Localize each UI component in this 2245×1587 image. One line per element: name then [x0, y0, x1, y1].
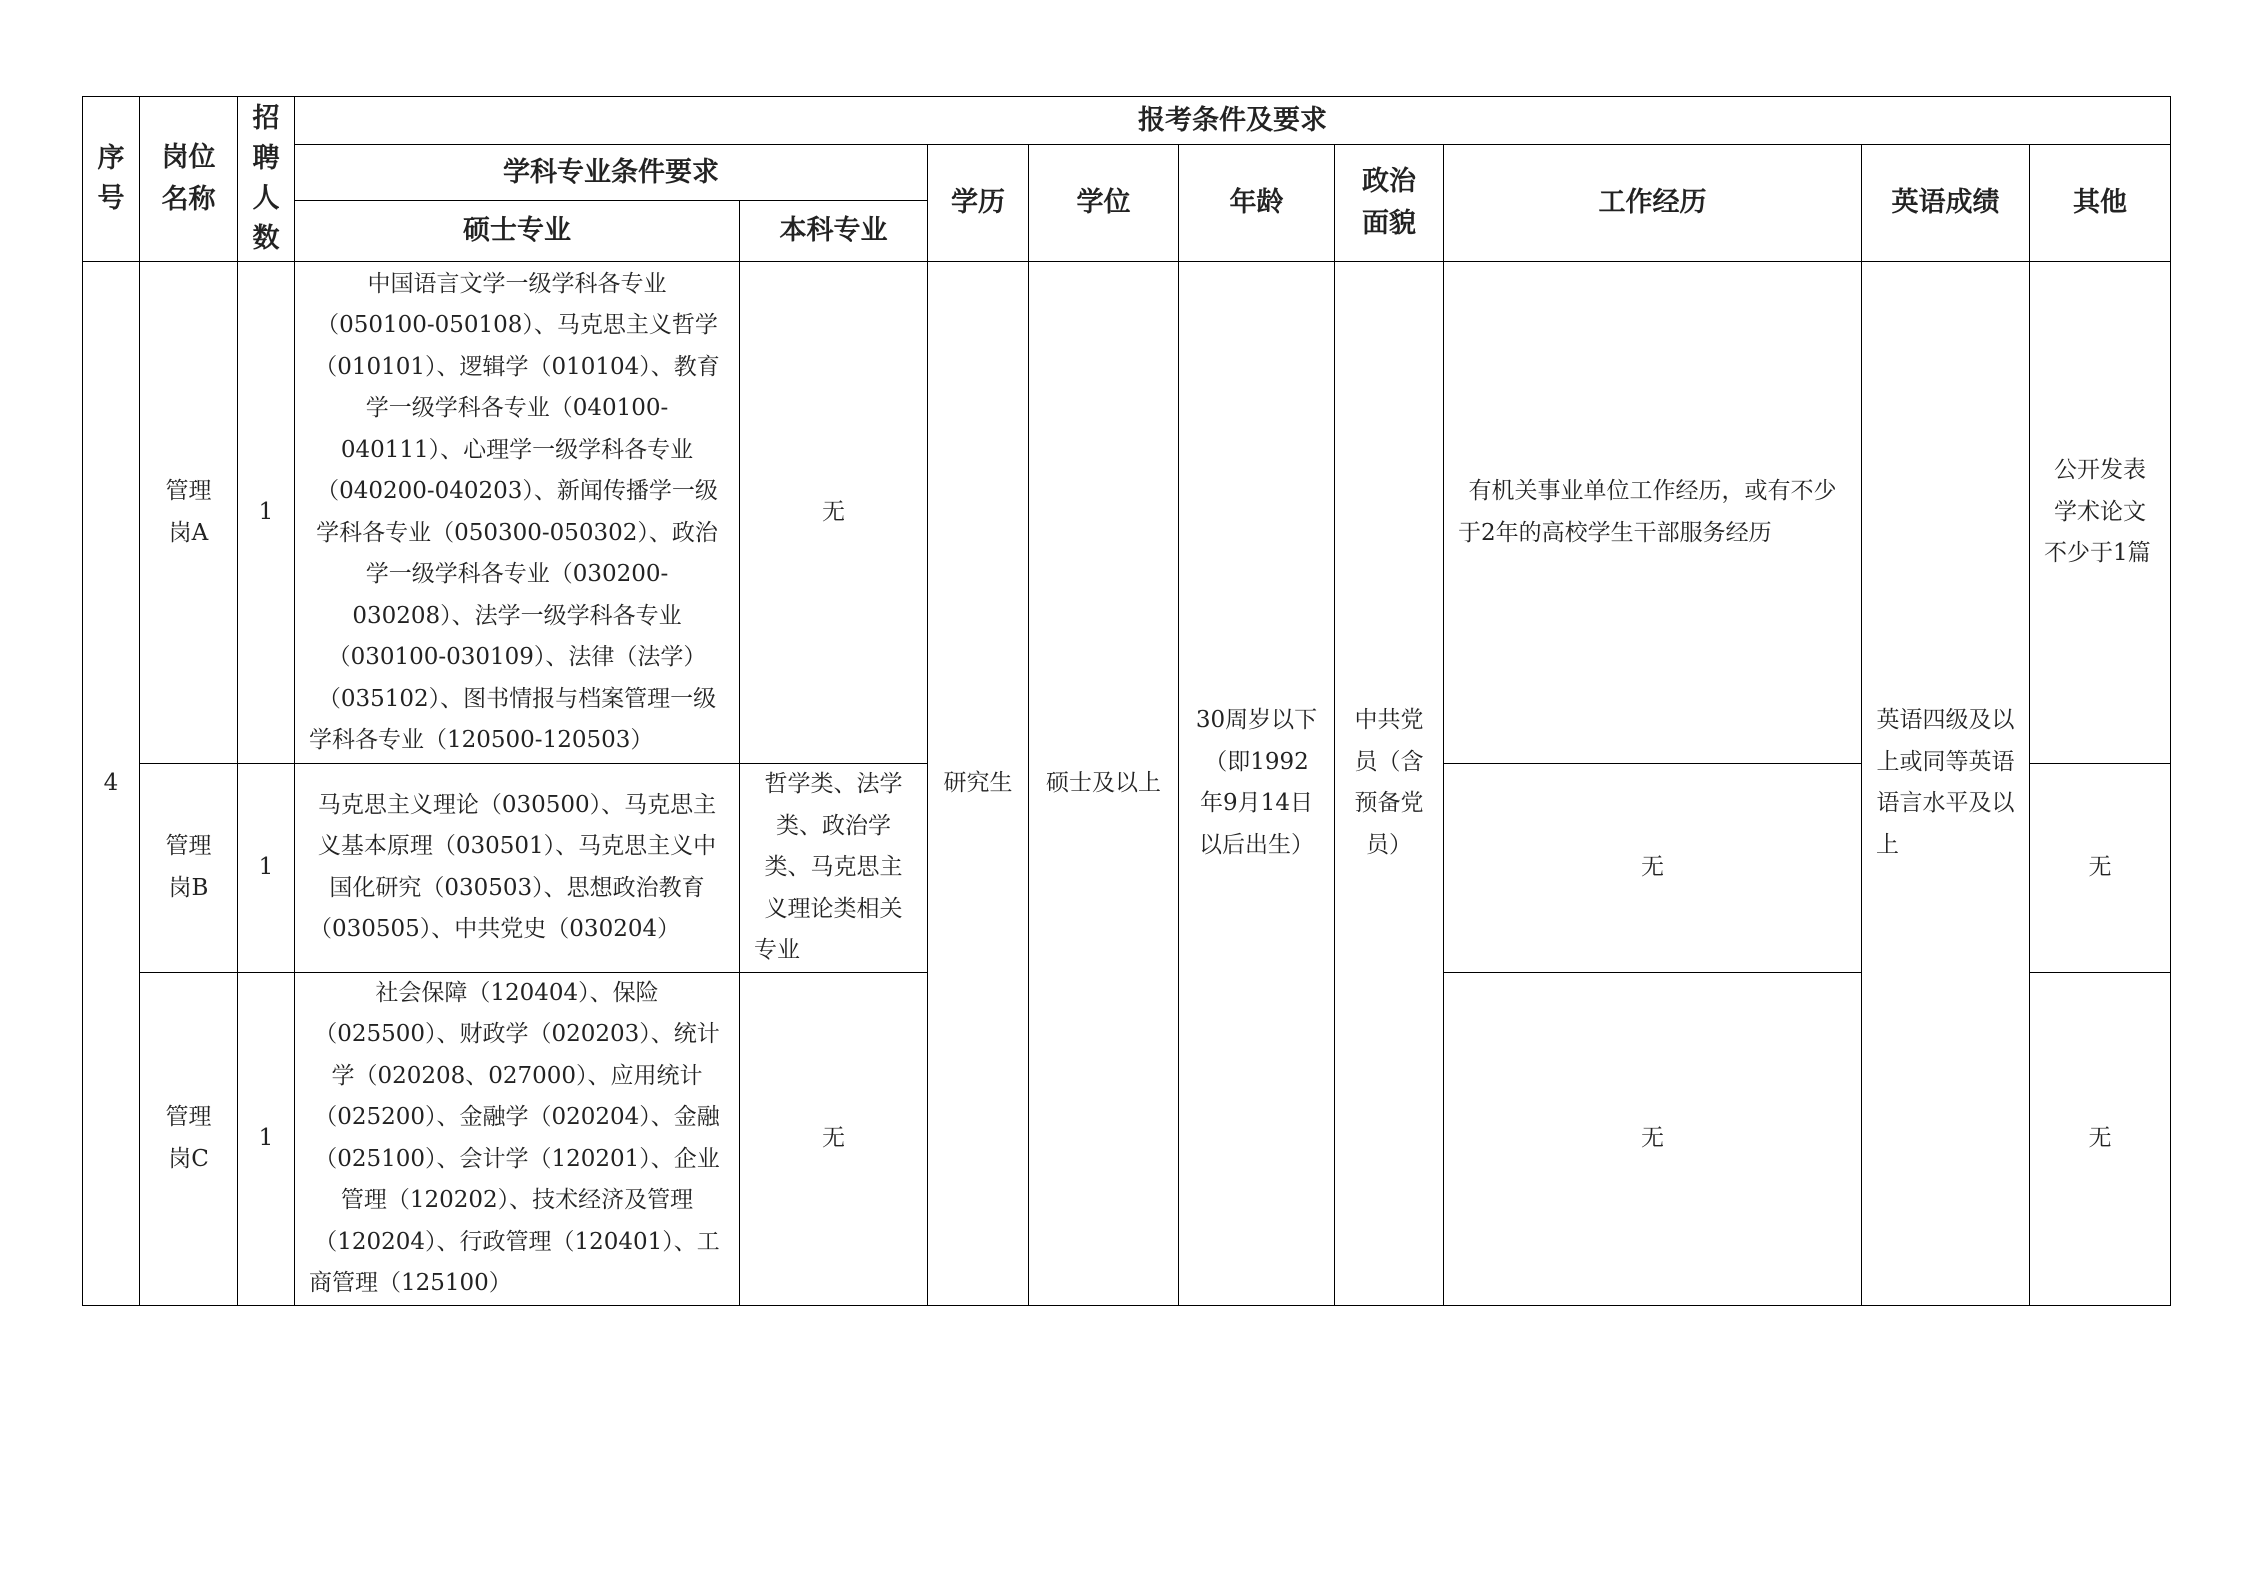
header-post-name-label: 岗位名称: [161, 142, 216, 215]
header-degree: 学位: [1029, 145, 1179, 262]
row-bachelor-major: 无: [740, 262, 928, 764]
header-education: 学历: [928, 145, 1029, 262]
row-post-name-label: 管理岗C: [165, 1104, 212, 1172]
row-post-name: [140, 764, 238, 973]
row-master-major: 马克思主义理论（030500）、马克思主义基本原理（030501）、马克思主义中国化研究（030503）、思想政治教育（030505）、中共党史（030204）: [295, 764, 740, 973]
header-bachelor-major: 本科专业: [740, 201, 928, 262]
header-master-major: 硕士专业: [295, 201, 740, 262]
row-bachelor-major: 哲学类、法学类、政治学类、马克思主义理论类相关专业: [740, 764, 928, 973]
header-discipline: 学科专业条件要求: [295, 145, 928, 201]
header-seq-label: 序号: [97, 142, 125, 214]
row-count: 1: [238, 972, 295, 1305]
row-political: 中共党员（含预备党员）: [1335, 262, 1444, 1306]
header-english: 英语成绩: [1862, 145, 2030, 262]
row-work-experience: 无: [1444, 764, 1862, 973]
row-degree: 硕士及以上: [1029, 262, 1179, 1306]
recruitment-table: [82, 96, 2171, 1306]
table-row: [83, 262, 2171, 764]
row-other: 无: [2030, 764, 2171, 973]
row-seq: 4: [83, 262, 140, 1306]
header-post-name: [140, 97, 238, 262]
row-education: 研究生: [928, 262, 1029, 1306]
row-work-experience: 有机关事业单位工作经历，或有不少于2年的高校学生干部服务经历: [1444, 262, 1862, 764]
row-count: 1: [238, 764, 295, 973]
header-recruit-count-label: 招聘人数: [252, 102, 280, 254]
row-count: 1: [238, 262, 295, 764]
row-post-name: [140, 972, 238, 1305]
header-other: 其他: [2030, 145, 2171, 262]
row-post-name-label: 管理岗B: [165, 833, 212, 901]
row-post-name-label: 管理岗A: [165, 478, 212, 546]
row-age: 30周岁以下（即1992年9月14日以后出生）: [1179, 262, 1335, 1306]
header-age: 年龄: [1179, 145, 1335, 262]
row-master-major: 社会保障（120404）、保险（025500）、财政学（020203）、统计学（020208、027000）、应用统计（025200）、金融学（020204）、金融（025100）、会计学（120201）、企业管理（120202）、技术经济及管理（120204）、行政管理（120401）、工商管理（125100）: [295, 972, 740, 1305]
header-seq: [83, 97, 140, 262]
row-bachelor-major: 无: [740, 972, 928, 1305]
header-requirements: 报考条件及要求: [295, 97, 2171, 145]
header-political-label: 政治面貌: [1362, 166, 1416, 239]
row-other: 无: [2030, 972, 2171, 1305]
header-work-experience: 工作经历: [1444, 145, 1862, 262]
row-english: 英语四级及以上或同等英语语言水平及以上: [1862, 262, 2030, 1306]
row-post-name: [140, 262, 238, 764]
row-master-major: 中国语言文学一级学科各专业（050100-050108）、马克思主义哲学（010101）、逻辑学（010104）、教育学一级学科各专业（040100-040111）、心理学一级学科各专业（040200-040203）、新闻传播学一级学科各专业（050300-050302）、政治学一级学科各专业（030200-030208）、法学一级学科各专业（030100-030109）、法律（法学）（035102）、图书情报与档案管理一级学科各专业（120500-120503）: [295, 262, 740, 764]
header-recruit-count: [238, 97, 295, 262]
row-other: 公开发表学术论文不少于1篇: [2030, 262, 2171, 764]
row-work-experience: 无: [1444, 972, 1862, 1305]
header-political: [1335, 145, 1444, 262]
